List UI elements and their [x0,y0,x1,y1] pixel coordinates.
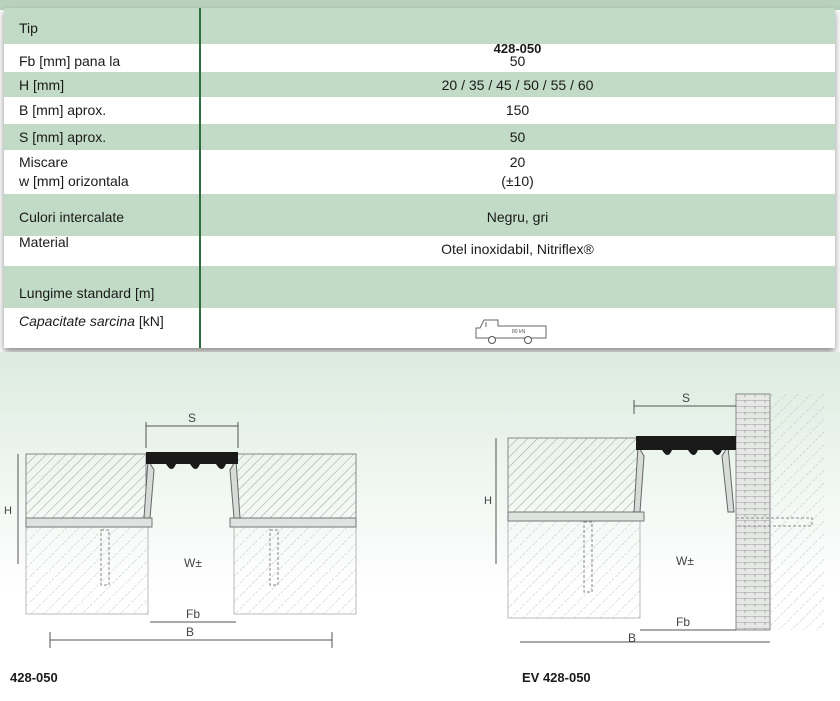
dim-h-left: H [4,505,12,517]
truck-load-text: 80 kN [512,329,526,335]
caption-428-050: 428-050 [10,670,58,685]
table-row [4,41,835,72]
row-label-lungime: Lungime standard [m] [19,285,155,301]
row-label-miscare: Miscare [19,154,69,170]
row-label-culori: Culori intercalate [19,209,125,225]
dim-fb-left: Fb [186,607,201,621]
drawing-428-050 [4,411,356,648]
row-label-w: w [mm] orizontala [19,173,129,189]
row-label-h: H [mm] [19,77,65,93]
truck-icon [470,314,552,346]
row-value-fb: 50 [509,53,526,69]
capacitate-unit: [kN] [134,313,164,329]
dim-s-right: S [682,391,691,405]
row-value-b: 150 [505,102,530,118]
dim-fb-right: Fb [676,615,691,629]
row-value-h: 20 / 35 / 45 / 50 / 55 / 60 [441,77,594,93]
capacitate-italic: Capacitate sarcina [19,313,135,329]
dim-b-left: B [186,625,195,639]
column-divider [199,8,201,348]
row-label-fb: Fb [mm] pana la [19,53,121,69]
caption-ev-428-050: EV 428-050 [522,670,591,685]
table-row [4,308,835,348]
spec-table [4,8,835,348]
row-value-w: (±10) [501,173,534,189]
table-row [4,266,835,308]
dim-h-right: H [484,495,492,507]
row-label-material: Material [19,234,69,250]
drawing-ev-428-050 [484,391,825,645]
technical-drawings [0,352,840,696]
row-label-capacitate [19,312,164,330]
table-row [4,72,835,97]
row-label-tip: Tip [19,20,38,36]
row-value-s: 50 [509,129,526,145]
row-label-b: B [mm] aprox. [19,102,107,118]
type-code: 428-050 [493,41,542,56]
row-value-culori: Negru, gri [486,209,549,225]
dim-s-left: S [188,411,197,425]
table-row [4,150,835,194]
row-label-s: S [mm] aprox. [19,129,107,145]
table-row [4,8,835,44]
table-row [4,194,835,236]
dim-w-right: W± [676,554,694,568]
table-row [4,236,835,266]
dim-w-left: W± [184,556,202,570]
row-value-material: Otel inoxidabil, Nitriflex® [441,241,594,257]
table-row [4,97,835,124]
row-value-miscare: 20 [509,154,526,170]
table-row [4,124,835,150]
drawing-area [0,352,840,696]
dim-b-right: B [628,631,637,645]
